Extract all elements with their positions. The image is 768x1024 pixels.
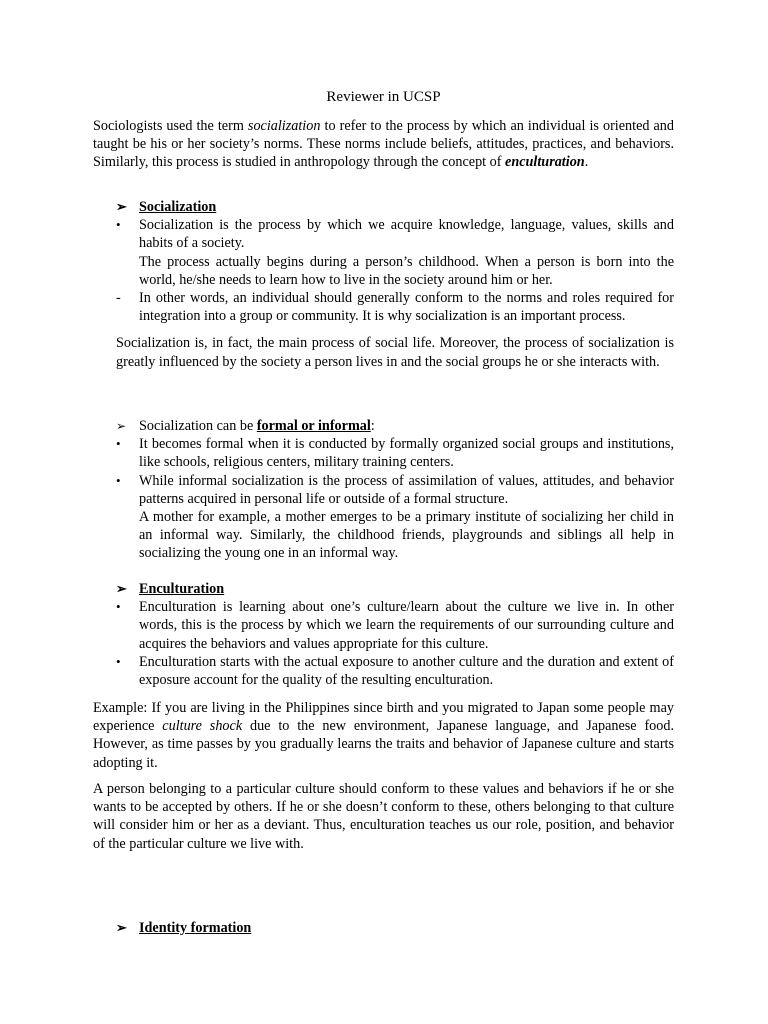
intro-text-1: Sociologists used the term [93, 118, 248, 134]
identity-heading: Identity formation [139, 920, 252, 936]
identity-section [116, 919, 674, 937]
enculturation-bullet-2-text: Enculturation starts with the actual exposure to another culture and the duration and extent of exposure account for the quality of the resulting enculturation. [139, 653, 674, 689]
enculturation-bullet-1 [116, 598, 674, 653]
bullet-icon: • [116, 217, 121, 233]
forms-bullet-2-continued: A mother for example, a mother emerges to be a primary institute of socializing her child in an informal way. Similarly, the childhood friends, playgrounds and siblings all help in socializing the young one in an informal way. [139, 509, 674, 562]
intro-text-2: to refer to the process by which an individual is oriented and taught be his or her society’s norms. These norms include beliefs, attitudes, practices, and behaviors. Similarly, this process is studied in anthropology through the concept of [93, 118, 674, 171]
bullet-icon: • [116, 472, 121, 488]
identity-heading-row [116, 919, 674, 937]
socialization-heading: Socialization [139, 199, 217, 215]
socialization-heading-row [116, 198, 674, 216]
term-culture-shock: culture shock [162, 718, 243, 735]
example-text-1: Example: If you are living in the Philippines since birth and you migrated to Japan some people may experience [93, 700, 674, 735]
example-text-2: due to the new environment, Japanese language, and Japanese food. However, as time passes by you gradually learns the traits and behavior of Japanese culture and starts adopting it. [93, 718, 675, 771]
term-socialization: socialization [247, 118, 321, 134]
forms-emphasis: formal or informal [256, 418, 371, 434]
intro-paragraph [93, 117, 674, 172]
enculturation-heading-row [116, 580, 674, 598]
bullet-icon: • [116, 599, 121, 615]
enculturation-section [116, 580, 674, 689]
document-title: Reviewer in UCSP [326, 89, 441, 105]
arrow-bullet-icon: ➢ [116, 199, 127, 214]
forms-bullet-2 [116, 472, 674, 563]
forms-section [116, 417, 674, 563]
intro-text-3: . [584, 154, 589, 171]
socialization-paragraph: Socialization is, in fact, the main process of social life. Moreover, the process of socialization is greatly influenced by the society a person lives in and the social groups he or she interacts with. [116, 335, 674, 370]
forms-heading-row [116, 417, 674, 435]
enculturation-bullet-2 [116, 653, 674, 689]
forms-bullet-1-text: It becomes formal when it is conducted by formally organized social groups and institutions, like schools, religious centers, military training centers. [139, 436, 674, 471]
bullet-icon: • [116, 436, 121, 452]
example-paragraph [93, 699, 674, 772]
socialization-section [116, 198, 674, 371]
forms-colon: : [370, 418, 375, 434]
bullet-icon: • [116, 653, 121, 669]
arrow-bullet-icon: ➢ [116, 419, 127, 433]
socialization-dash-item [116, 289, 674, 325]
forms-bullet-1 [116, 435, 674, 471]
dash-marker: - [116, 290, 121, 307]
closing-paragraph: A person belonging to a particular culture should conform to these values and behaviors if he or she wants to be accepted by others. If he or she doesn’t conform to these, others belonging to that culture will consider him or her as a deviant. Thus, enculturation teaches us our role, position, and behavior of the particular culture we live with. [93, 781, 674, 852]
arrow-bullet-icon: ➢ [116, 920, 127, 935]
forms-lead-text: Socialization can be [139, 418, 257, 434]
socialization-bullet-1 [116, 216, 674, 289]
socialization-dash-text: In other words, an individual should generally conform to the norms and roles required for integration into a group or community. It is why socialization is an important process. [139, 290, 674, 325]
socialization-bullet-1-text: Socialization is the process by which we acquire knowledge, language, values, skills and habits of a society. [139, 217, 674, 252]
arrow-bullet-icon: ➢ [116, 581, 127, 596]
enculturation-heading: Enculturation [139, 581, 225, 597]
term-enculturation: enculturation [505, 154, 585, 171]
socialization-bullet-1-continued: The process actually begins during a person’s childhood. When a person is born into the world, he/she needs to learn how to live in the society around him or her. [139, 253, 674, 288]
forms-bullet-2-text: While informal socialization is the process of assimilation of values, attitudes, and behavior patterns acquired in personal life or outside of a formal structure. [139, 472, 674, 507]
enculturation-bullet-1-text: Enculturation is learning about one’s culture/learn about the culture we live in. In other words, this is the process by which we learn the requirements of our surrounding culture and acquires the behaviors and values appropriate for this culture. [139, 599, 674, 652]
